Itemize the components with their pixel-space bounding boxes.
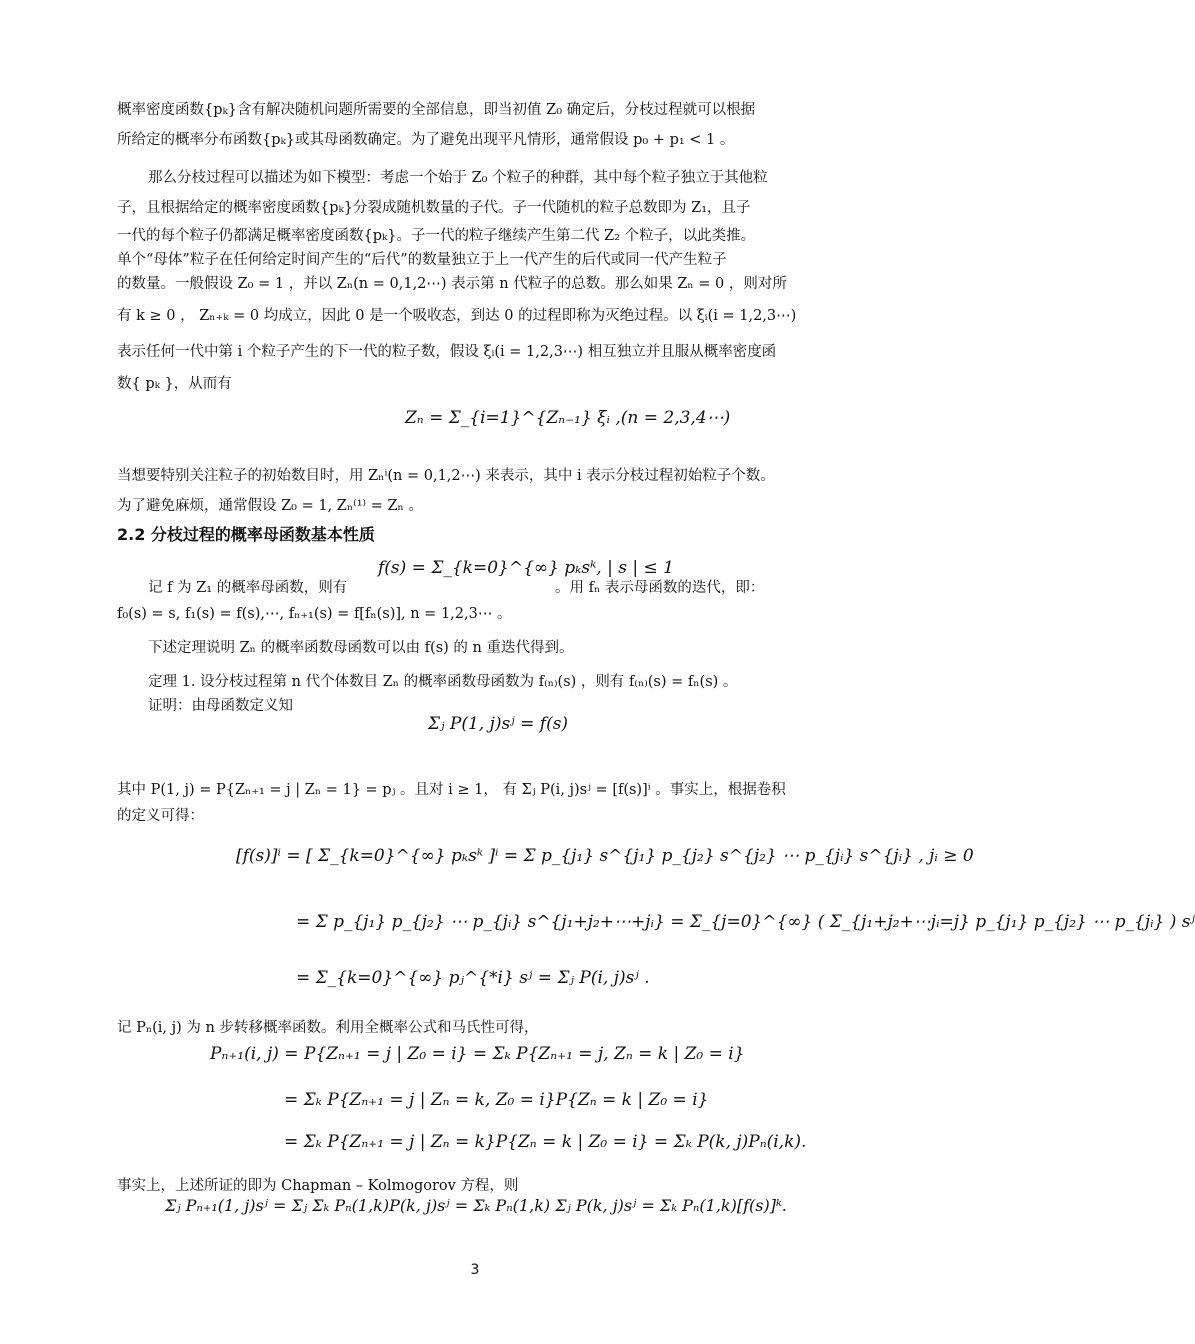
equation: Σⱼ P(1, j)sʲ = f(s): [428, 714, 569, 734]
text-line: 所给定的概率分布函数{pₖ}或其母函数确定。为了避免出现平凡情形，通常假设 p₀ + p₁ < 1 。: [117, 132, 735, 148]
convolution-equation: = Σ_{k=0}^{∞} pⱼ^{*i} sʲ = Σⱼ P(i, j)sʲ .: [296, 968, 650, 988]
section-heading: 2.2 分枝过程的概率母函数基本性质: [117, 525, 375, 544]
chapman-kolmogorov-equation: Σⱼ Pₙ₊₁(1, j)sʲ = Σⱼ Σₖ Pₙ(1,k)P(k, j)sʲ = Σₖ Pₙ(1,k) Σⱼ P(k, j)sʲ = Σₖ Pₙ(1,k)[f(s)]ᵏ.: [165, 1196, 787, 1215]
text-line: 有 k ≥ 0 ， Zₙ₊ₖ = 0 均成立，因此 0 是一个吸收态，到达 0 的过程即称为灭绝过程。以 ξᵢ(i = 1,2,3⋯): [117, 308, 797, 324]
page-number: 3: [470, 1262, 480, 1278]
theorem-line: 定理 1. 设分枝过程第 n 代个体数目 Zₙ 的概率函数母函数为 f₍ₙ₎(s) ，则有 f₍ₙ₎(s) = fₙ(s) 。: [148, 674, 738, 690]
text-line: 概率密度函数{pₖ}含有解决随机问题所需要的全部信息，即当初值 Z₀ 确定后，分枝过程就可以根据: [117, 102, 756, 118]
text-line: 记 Pₙ(i, j) 为 n 步转移概率函数。利用全概率公式和马氏性可得，: [117, 1020, 539, 1036]
text-line: 其中 P(1, j) = P{Zₙ₊₁ = j | Zₙ = 1} = pⱼ 。且对 i ≥ 1， 有 Σⱼ P(i, j)sʲ = [f(s)]ⁱ 。事实上，根据卷积: [117, 782, 786, 798]
text-line: f₀(s) = s, f₁(s) = f(s),⋯, fₙ₊₁(s) = f[fₙ(s)], n = 1,2,3⋯ 。: [117, 606, 512, 622]
text-line: 的数量。一般假设 Z₀ = 1 ，并以 Zₙ(n = 0,1,2⋯) 表示第 n 代粒子的总数。那么如果 Zₙ = 0 ，则对所: [117, 276, 787, 292]
zn-sum-equation: Zₙ = Σ_{i=1}^{Zₙ₋₁} ξᵢ ,(n = 2,3,4⋯): [405, 408, 731, 428]
transition-equation: Pₙ₊₁(i, j) = P{Zₙ₊₁ = j | Z₀ = i} = Σₖ P{Zₙ₊₁ = j, Zₙ = k | Z₀ = i}: [210, 1044, 745, 1064]
transition-equation: = Σₖ P{Zₙ₊₁ = j | Zₙ = k, Z₀ = i}P{Zₙ = k | Z₀ = i}: [284, 1090, 709, 1110]
text-line: 单个“母体”粒子在任何给定时间产生的“后代”的数量独立于上一代产生的后代或同一代产生粒子: [117, 252, 727, 268]
text-line: 一代的每个粒子仍都满足概率密度函数{pₖ}。子一代的粒子继续产生第二代 Z₂ 个粒子，以此类推。: [117, 228, 756, 244]
text-line: 的定义可得：: [117, 808, 204, 824]
text-line: 子，且根据给定的概率密度函数{pₖ}分裂成随机数量的子代。子一代随机的粒子总数即为 Z₁，且子: [117, 200, 751, 216]
text-line: 数{ pₖ }，从而有: [117, 376, 232, 392]
text-line: 下述定理说明 Zₙ 的概率函数母函数可以由 f(s) 的 n 重迭代得到。: [148, 640, 574, 656]
transition-equation: = Σₖ P{Zₙ₊₁ = j | Zₙ = k}P{Zₙ = k | Z₀ = i} = Σₖ P(k, j)Pₙ(i,k).: [284, 1132, 807, 1152]
generating-function-equation: f(s) = Σ_{k=0}^{∞} pₖsᵏ, | s | ≤ 1: [378, 558, 674, 578]
convolution-equation: [f(s)]ⁱ = [ Σ_{k=0}^{∞} pₖsᵏ ]ⁱ = Σ p_{j₁} s^{j₁} p_{j₂} s^{j₂} ⋯ p_{jᵢ} s^{jᵢ} , jᵢ ≥ 0: [236, 846, 974, 866]
text-line: 。用 fₙ 表示母函数的迭代，即：: [555, 580, 765, 596]
text-line: 当想要特别关注粒子的初始数目时，用 Zₙⁱ(n = 0,1,2⋯) 来表示，其中 i 表示分枝过程初始粒子个数。: [117, 468, 775, 484]
text-line: 事实上，上述所证的即为 Chapman – Kolmogorov 方程，则: [117, 1178, 519, 1194]
text-line: 证明：由母函数定义知: [148, 698, 293, 714]
text-line: 记 f 为 Z₁ 的概率母函数，则有: [148, 580, 348, 596]
text-line: 为了避免麻烦，通常假设 Z₀ = 1, Zₙ⁽¹⁾ = Zₙ 。: [117, 498, 423, 514]
text-line: 那么分枝过程可以描述为如下模型：考虑一个始于 Z₀ 个粒子的种群，其中每个粒子独立于其他粒: [148, 170, 768, 186]
text-line: 表示任何一代中第 i 个粒子产生的下一代的粒子数，假设 ξᵢ(i = 1,2,3⋯) 相互独立并且服从概率密度函: [117, 344, 777, 360]
convolution-equation: = Σ p_{j₁} p_{j₂} ⋯ p_{jᵢ} s^{j₁+j₂+⋯+jᵢ} = Σ_{j=0}^{∞} ( Σ_{j₁+j₂+⋯jᵢ=j} p_{j₁} p_{j₂} ⋯ p_{jᵢ} ) sʲ: [296, 912, 1195, 932]
